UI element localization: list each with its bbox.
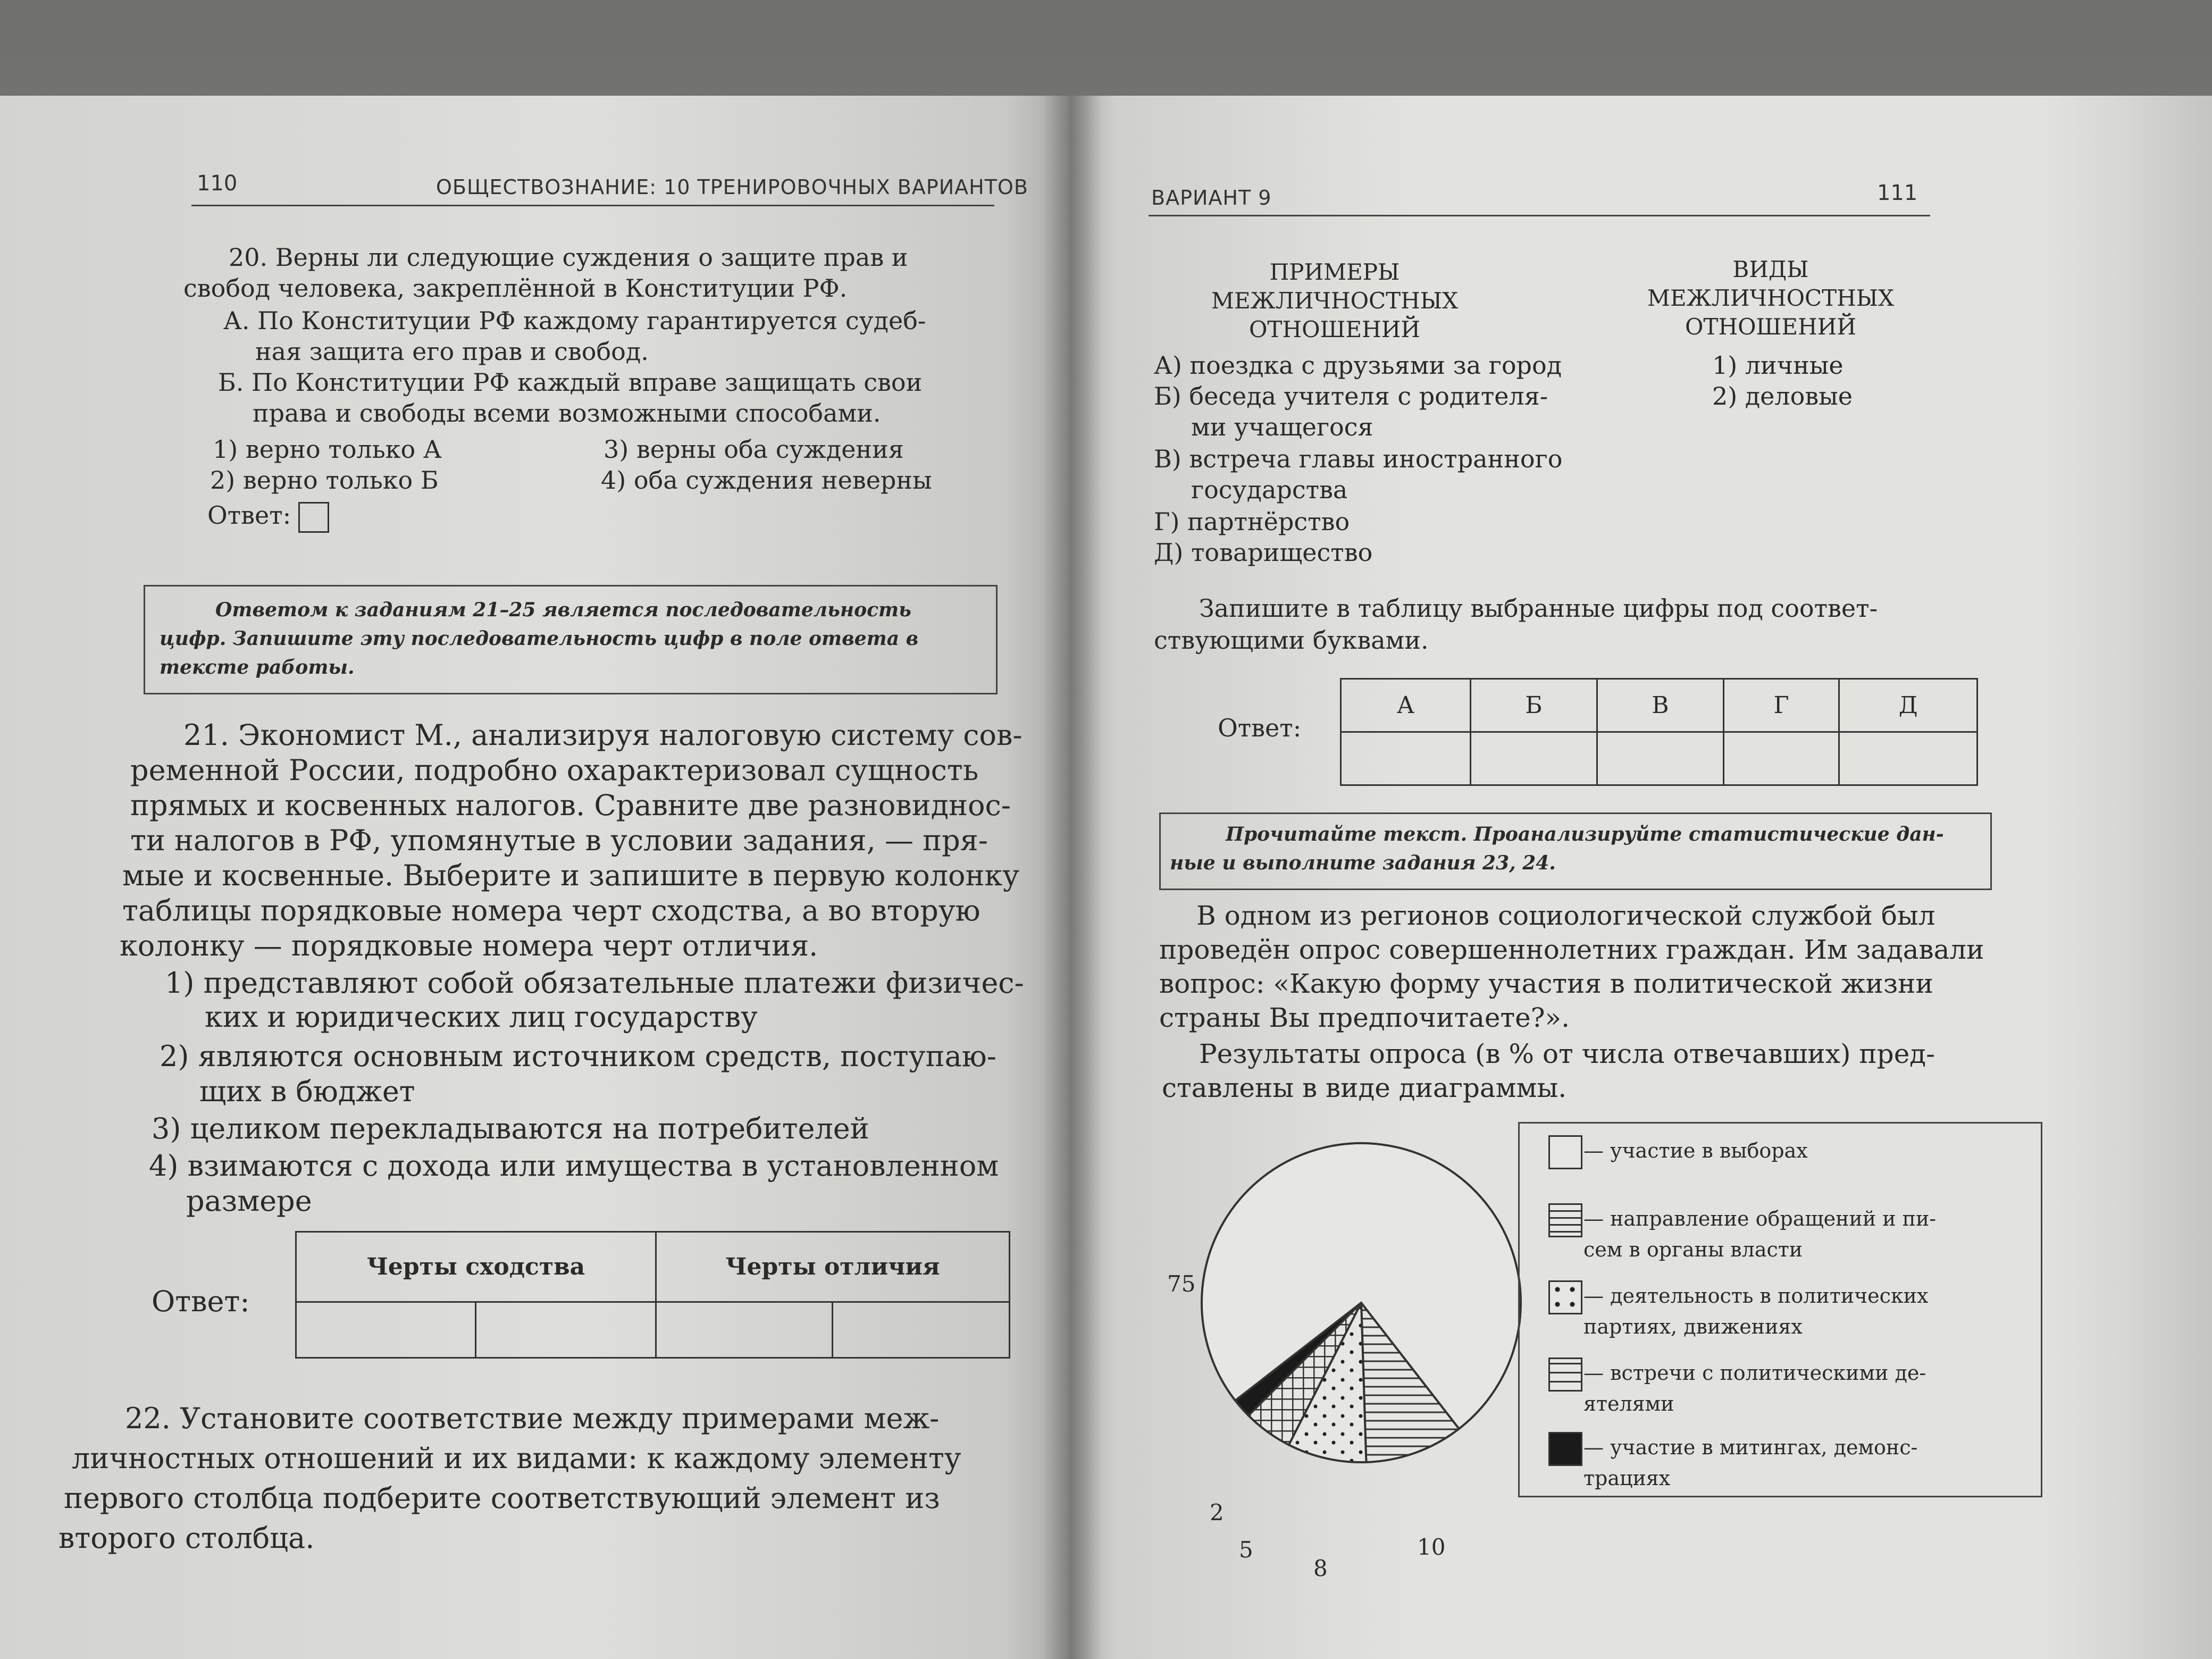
task21-item-2b: щих в бюджет [199, 1075, 415, 1108]
legend-parties [1583, 1280, 1928, 1342]
pie-label-8: 8 [1313, 1555, 1328, 1581]
answer-cell[interactable] [476, 1302, 656, 1358]
answer-label-22: Ответ: [1218, 714, 1302, 742]
answer-cell[interactable] [1597, 732, 1723, 785]
legend-appeals [1583, 1203, 1936, 1265]
page-number-right: 111 [1877, 181, 1918, 205]
write-instruction-line-1: Запишите в таблицу выбранные цифры под соответ- [1199, 594, 1878, 623]
task20-answer-box[interactable] [298, 502, 329, 533]
pie-label-75: 75 [1167, 1271, 1196, 1297]
col2-heading [1611, 255, 1930, 341]
legend-text: сем в органы власти [1583, 1238, 1803, 1261]
running-header-right: ВАРИАНТ 9 [1151, 186, 1272, 210]
task21-item-4b: размере [186, 1184, 312, 1218]
task21-line-3: прямых и косвенных налогов. Сравните две разновиднос- [130, 789, 1011, 822]
pie-label-2: 2 [1210, 1499, 1224, 1526]
task20-option-4: 4) оба суждения неверны [601, 466, 932, 495]
answer-letter: Д [1839, 679, 1978, 732]
answer-cell[interactable] [1341, 732, 1471, 785]
task20-line-2: свобод человека, закреплённой в Конституции РФ. [183, 274, 848, 303]
task21-item-3: 3) целиком перекладываются на потребителей [152, 1112, 869, 1145]
pie-label-10: 10 [1417, 1534, 1446, 1560]
legend-text: трациях [1583, 1467, 1671, 1490]
task22-line-2: личностных отношений и их видами: к каждому элементу [72, 1442, 961, 1475]
swatch-stripes [1548, 1203, 1582, 1237]
task20-line-5: Б. По Конституции РФ каждый вправе защищать свои [218, 368, 923, 397]
legend-text: — участие в митингах, демонс- [1583, 1436, 1918, 1459]
task20-line-6: права и свободы всеми возможными способами. [253, 399, 881, 428]
swatch-dots [1548, 1280, 1582, 1314]
chart-legend [1518, 1122, 2042, 1497]
example-b-cont: ми учащегося [1191, 413, 1373, 441]
legend-text: партиях, движениях [1583, 1315, 1803, 1338]
col1-heading-line: ПРИМЕРЫ [1269, 259, 1400, 285]
example-d: Д) товарищество [1154, 538, 1373, 567]
page-number-left: 110 [197, 171, 238, 196]
running-header-left: ОБЩЕСТВОЗНАНИЕ: 10 ТРЕНИРОВОЧНЫХ ВАРИАНТОВ [436, 175, 1028, 199]
task20-option-1: 1) верно только А [213, 435, 442, 464]
task20-line-1: 20. Верны ли следующие суждения о защите прав и [229, 243, 908, 272]
task21-answer-table [295, 1231, 1010, 1359]
legend-text: — деятельность в политических [1583, 1284, 1929, 1308]
answer-letter: Б [1471, 679, 1597, 732]
legend-text: ятелями [1583, 1392, 1674, 1415]
swatch-blank [1548, 1135, 1582, 1169]
legend-text: — встречи с политическими де- [1583, 1361, 1926, 1385]
header-differences: Черты отличия [656, 1232, 1009, 1302]
task21-item-1a: 1) представляют собой обязательные платежи физичес- [165, 966, 1024, 1000]
col1-heading [1149, 258, 1521, 344]
pie-slices [1202, 1143, 1521, 1462]
task22-line-3: первого столбца подберите соответствующий элемент из [64, 1481, 940, 1515]
legend-text: — участие в выборах [1583, 1139, 1808, 1162]
answer-cell[interactable] [833, 1302, 1010, 1358]
task20-option-2: 2) верно только Б [210, 466, 439, 495]
task21-line-1: 21. Экономист М., анализируя налоговую систему сов- [183, 718, 1023, 752]
legend-rallies [1583, 1432, 1917, 1494]
type-1: 1) личные [1712, 351, 1844, 380]
answer-cell[interactable] [656, 1302, 833, 1358]
example-b: Б) беседа учителя с родителя- [1154, 382, 1548, 410]
header-rule-left [191, 205, 994, 206]
task20-answer-label: Ответ: [207, 501, 291, 530]
answer-cell[interactable] [1471, 732, 1597, 785]
col2-heading-line: ВИДЫ [1732, 256, 1809, 282]
col1-heading-line: ОТНОШЕНИЙ [1249, 316, 1420, 342]
paragraph-line-3: вопрос: «Какую форму участия в политической жизни [1159, 968, 1933, 999]
task21-line-5: мые и косвенные. Выберите и запишите в первую колонку [122, 859, 1020, 892]
example-v-cont: государства [1191, 475, 1348, 504]
task21-line-6: таблицы порядковые номера черт сходства, а во вторую [122, 894, 981, 927]
task22-line-1: 22. Установите соответствие между примерами меж- [125, 1402, 940, 1435]
pie-label-5: 5 [1239, 1537, 1253, 1563]
results-line-2: ставлены в виде диаграммы. [1162, 1073, 1567, 1103]
legend-meetings [1583, 1358, 1926, 1419]
header-rule-right [1149, 215, 1930, 216]
legend-elections [1583, 1135, 1808, 1166]
instruction-line-3: тексте работы. [160, 656, 355, 678]
task22-answer-table [1340, 678, 1978, 786]
task20-answer [207, 500, 329, 533]
left-page [0, 96, 1069, 1659]
task21-item-2a: 2) являются основным источником средств, поступаю- [160, 1040, 997, 1073]
task21-answer-label: Ответ: [152, 1285, 250, 1318]
task20-line-4: ная защита его прав и свобод. [255, 337, 649, 366]
example-a: А) поездка с друзьями за город [1154, 351, 1562, 380]
col1-heading-line: МЕЖЛИЧНОСТНЫХ [1211, 288, 1459, 314]
header-similarities: Черты сходства [296, 1232, 656, 1302]
swatch-black [1548, 1432, 1582, 1466]
write-instruction-line-2: ствующими буквами. [1154, 626, 1429, 655]
answer-cell[interactable] [1723, 732, 1839, 785]
type-2: 2) деловые [1712, 382, 1853, 410]
right-page [1069, 96, 2212, 1659]
answer-cell[interactable] [1839, 732, 1978, 785]
task22-line-4: второго столбца. [58, 1521, 315, 1555]
instruction-line-1: Ответом к заданиям 21–25 является последовательность [215, 599, 911, 621]
task21-item-4a: 4) взимаются с дохода или имущества в установленном [149, 1149, 999, 1183]
task21-item-1b: ких и юридических лиц государству [205, 1000, 758, 1034]
pie-chart [1175, 1122, 1547, 1484]
legend-text: — направление обращений и пи- [1583, 1207, 1937, 1230]
task21-line-4: ти налогов в РФ, упомянутые в условии задания, — пря- [130, 824, 988, 857]
paragraph-line-1: В одном из регионов социологической службой был [1196, 900, 1936, 931]
answer-letter: А [1341, 679, 1471, 732]
instruction-line-2: цифр. Запишите эту последовательность цифр в поле ответа в [160, 627, 919, 650]
task21-line-2: ременной России, подробно охарактеризовал сущность [130, 753, 979, 787]
book-gutter [1042, 96, 1101, 1659]
answer-cell[interactable] [296, 1302, 476, 1358]
results-line-1: Результаты опроса (в % от числа отвечавших) пред- [1199, 1038, 1935, 1069]
reading-line-2: ные и выполните задания 23, 24. [1170, 852, 1556, 874]
col2-heading-line: ОТНОШЕНИЙ [1685, 314, 1856, 340]
answer-letter: Г [1723, 679, 1839, 732]
task21-line-7: колонку — порядковые номера черт отличия. [120, 929, 818, 962]
example-g: Г) партнёрство [1154, 507, 1350, 536]
paragraph-line-2: проведён опрос совершеннолетних граждан. Им задавали [1159, 934, 1984, 965]
answer-letter: В [1597, 679, 1723, 732]
paragraph-line-4: страны Вы предпочитаете?». [1159, 1002, 1570, 1033]
reading-line-1: Прочитайте текст. Проанализируйте статистические дан- [1226, 823, 1944, 845]
col2-heading-line: МЕЖЛИЧНОСТНЫХ [1647, 285, 1895, 311]
task20-option-3: 3) верны оба суждения [604, 435, 904, 464]
swatch-grid [1548, 1358, 1582, 1392]
task20-line-3: А. По Конституции РФ каждому гарантируется судеб- [223, 306, 926, 335]
example-v: В) встреча главы иностранного [1154, 445, 1563, 473]
